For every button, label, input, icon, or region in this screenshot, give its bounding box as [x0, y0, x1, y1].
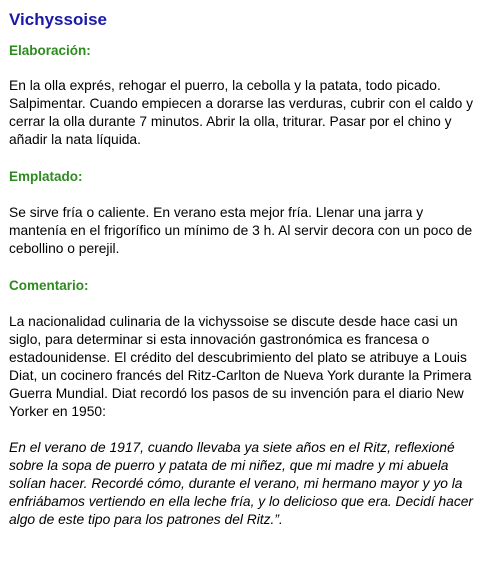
- section-heading-elaboracion: Elaboración:: [9, 43, 91, 58]
- section-heading-comentario: Comentario:: [9, 278, 89, 293]
- section-heading-emplatado: Emplatado:: [9, 169, 83, 184]
- diat-quote: En el verano de 1917, cuando llevaba ya siete años en el Ritz, reflexioné sobre la sopa de puerro y patata de mi niñez, que mi madre y mi abuela solían hacer. Recordé cómo, durante el verano, mi hermano mayor y yo la enfriábamos vertiendo en ella leche fría, y lo delicioso que era. Decidí hacer algo de este tipo para los patrones del Ritz.”.: [9, 440, 473, 527]
- section-text-elaboracion: En la olla exprés, rehogar el puerro, la cebolla y la patata, todo picado. Salpimentar. Cuando empiecen a dorarse las verduras, cubrir con el caldo y cerrar la olla durante 7 minutos. Abrir la olla, triturar. Pasar por el chino y añadir la nata líquida.: [9, 78, 473, 147]
- section-text-comentario: La nacionalidad culinaria de la vichyssoise se discute desde hace casi un siglo, para determinar si esta innovación gastronómica es francesa o estadounidense. El crédito del descubrimiento del plato se atribuye a Louis Diat, un cocinero francés del Ritz-Carlton de Nueva York durante la Primera Guerra Mundial. Diat recordó los pasos de su invención para el diario New Yorker en 1950:: [9, 314, 472, 419]
- section-text-emplatado: Se sirve fría o caliente. En verano esta mejor fría. Llenar una jarra y mantenía en el frigorífico un mínimo de 3 h. Al servir decora con un poco de cebollino o perejil.: [9, 205, 473, 256]
- recipe-title: Vichyssoise: [9, 10, 107, 29]
- recipe-document: [9, 8, 479, 529]
